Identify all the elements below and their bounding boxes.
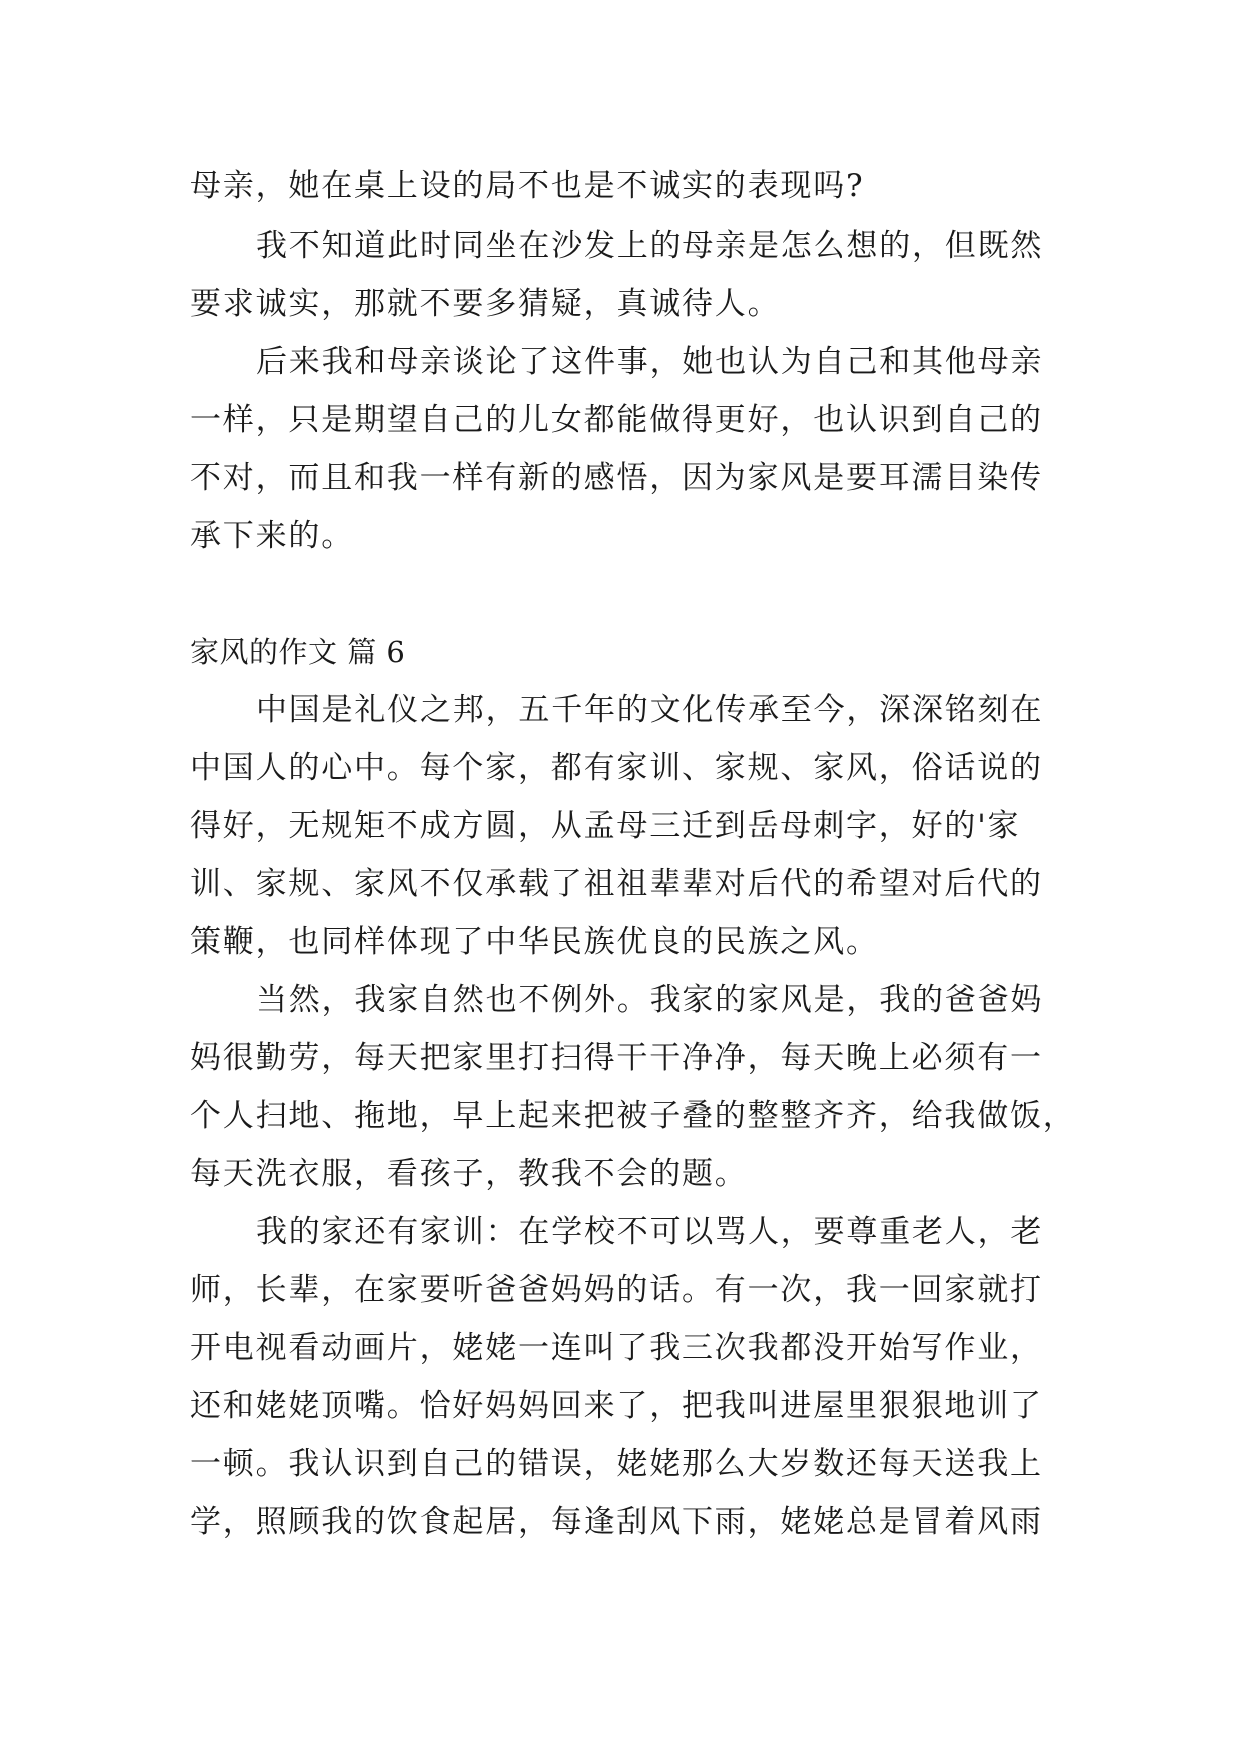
paragraph-line: 得好，无规矩不成方圆，从孟母三迁到岳母刺字，好的'家	[190, 808, 1021, 844]
paragraph-line: 一样，只是期望自己的儿女都能做得更好，也认识到自己的	[190, 402, 1043, 438]
section-heading: 家风的作文 篇 6	[190, 635, 406, 669]
paragraph-line: 训、家规、家风不仅承载了祖祖辈辈对后代的希望对后代的	[190, 866, 1043, 902]
paragraph-line: 每天洗衣服，看孩子，教我不会的题。	[190, 1156, 748, 1192]
paragraph-line: 我不知道此时同坐在沙发上的母亲是怎么想的，但既然	[256, 228, 1044, 264]
paragraph-line: 还和姥姥顶嘴。恰好妈妈回来了，把我叫进屋里狠狠地训了	[190, 1388, 1043, 1424]
paragraph-line: 一顿。我认识到自己的错误，姥姥那么大岁数还每天送我上	[190, 1446, 1043, 1482]
paragraph-line: 策鞭，也同样体现了中华民族优良的民族之风。	[190, 924, 879, 960]
paragraph-line: 开电视看动画片，姥姥一连叫了我三次我都没开始写作业，	[190, 1330, 1043, 1366]
paragraph-line: 妈很勤劳，每天把家里打扫得干干净净，每天晚上必须有一	[190, 1040, 1043, 1076]
paragraph-line: 师，长辈，在家要听爸爸妈妈的话。有一次，我一回家就打	[190, 1272, 1043, 1308]
paragraph-line: 要求诚实，那就不要多猜疑，真诚待人。	[190, 286, 781, 322]
paragraph-line: 个人扫地、拖地，早上起来把被子叠的整整齐齐，给我做饭，	[190, 1098, 1076, 1134]
paragraph-line: 当然，我家自然也不例外。我家的家风是，我的爸爸妈	[256, 982, 1044, 1018]
paragraph-line: 中国是礼仪之邦，五千年的文化传承至今，深深铭刻在	[256, 692, 1044, 728]
paragraph-line: 中国人的心中。每个家，都有家训、家规、家风，俗话说的	[190, 750, 1043, 786]
paragraph-line: 承下来的。	[190, 518, 354, 554]
paragraph-line: 不对，而且和我一样有新的感悟，因为家风是要耳濡目染传	[190, 460, 1043, 496]
paragraph-line: 母亲，她在桌上设的局不也是不诚实的表现吗?	[190, 168, 865, 204]
paragraph-line: 我的家还有家训：在学校不可以骂人，要尊重老人，老	[256, 1214, 1044, 1250]
paragraph-line: 后来我和母亲谈论了这件事，她也认为自己和其他母亲	[256, 344, 1044, 380]
paragraph-line: 学，照顾我的饮食起居，每逢刮风下雨，姥姥总是冒着风雨	[190, 1504, 1043, 1540]
